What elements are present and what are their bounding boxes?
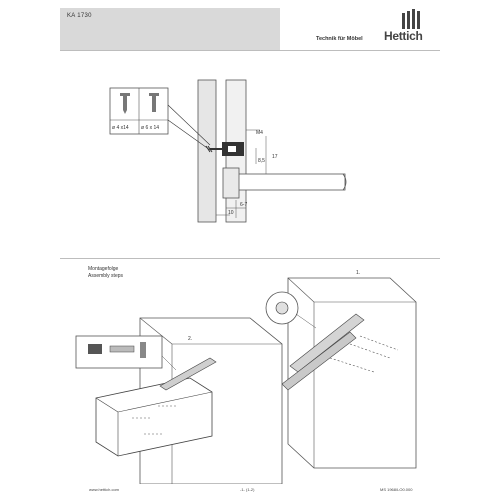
footer-url[interactable]: www.hettich.com [89,487,120,492]
brand-subtitle: Technik für Möbel [316,36,363,42]
assembly-label-de: Montagefolge [88,266,119,272]
step-2-label: 2. [188,336,193,342]
dim-10: 10 [228,210,234,216]
footer-page-number: -1- (1-2) [240,487,255,492]
brand-name: Hettich [384,29,423,43]
dim-8-5: 8,5 [258,158,265,164]
screw-b-label: ø 6 x 14 [141,125,160,131]
document-code: KA 1730 [67,13,92,19]
assembly-label-en: Assembly steps [88,273,124,279]
assembly-steps-diagram [60,258,440,484]
dim-6-7: 6-7 [240,202,248,208]
mounting-detail-diagram [60,50,440,250]
footer-reference: MS 1968/LO0.000 [380,487,413,492]
screw-detail-icon [276,302,288,314]
hettich-logo-icon [398,9,422,29]
dim-17: 17 [272,154,278,160]
dim-m4: M4 [256,130,263,136]
step-1-label: 1. [356,270,361,276]
screw-a-label: ø 4 x14 [112,125,129,131]
header-band [60,8,280,50]
